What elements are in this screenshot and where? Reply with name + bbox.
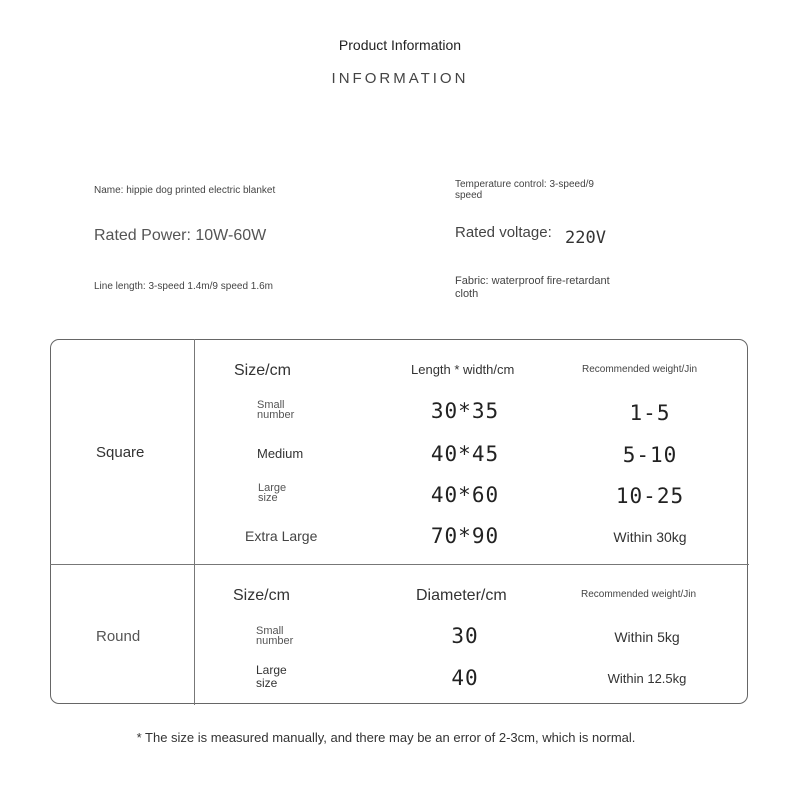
round-row-1-weight: Within 5kg [614,629,680,645]
round-row-2-size: Large size [256,663,287,690]
round-header-size: Size/cm [233,587,290,604]
table-divider-vertical [194,339,195,705]
spec-line-length: Line length: 3-speed 1.4m/9 speed 1.6m [94,281,274,292]
page-title: Product Information [338,37,462,53]
category-square: Square [96,444,145,461]
round-row-1-dimension: 30 [451,624,479,648]
square-row-2-dimension: 40*45 [430,442,500,466]
square-row-1-weight: 1-5 [629,401,671,425]
square-row-2-weight: 5-10 [622,443,678,467]
square-header-weight: Recommended weight/Jin [582,364,698,375]
square-row-3-dimension: 40*60 [430,483,500,507]
spec-fabric: Fabric: waterproof fire-retardant cloth [455,275,610,300]
square-header-dimension: Length * width/cm [411,362,515,377]
category-round: Round [96,628,141,645]
square-header-size: Size/cm [234,362,291,379]
round-header-dimension: Diameter/cm [416,587,507,604]
round-row-1-size: Small number [256,625,294,647]
square-row-2-size: Medium [257,446,304,461]
spec-name: Name: hippie dog printed electric blanket [94,185,276,196]
square-row-4-dimension: 70*90 [430,524,500,548]
square-row-4-weight: Within 30kg [613,529,687,545]
square-row-3-weight: 10-25 [615,484,685,508]
square-row-1-dimension: 30*35 [430,399,500,423]
spec-rated-voltage-label: Rated voltage: [455,224,552,241]
footnote: * The size is measured manually, and there may be an error of 2-3cm, which is normal. [136,730,636,745]
square-row-1-size: Small number [257,399,295,421]
size-table [50,339,748,704]
spec-temperature-control: Temperature control: 3-speed/9 speed [455,179,594,201]
round-row-2-dimension: 40 [451,666,479,690]
spec-rated-power: Rated Power: 10W-60W [94,227,267,244]
square-row-4-size: Extra Large [245,528,318,544]
round-header-weight: Recommended weight/Jin [581,589,697,600]
square-row-3-size: Large size [258,482,287,504]
page-subtitle: INFORMATION [331,70,469,87]
table-divider-horizontal [50,564,749,565]
round-row-2-weight: Within 12.5kg [607,671,687,686]
spec-rated-voltage-value: 220V [565,228,606,248]
